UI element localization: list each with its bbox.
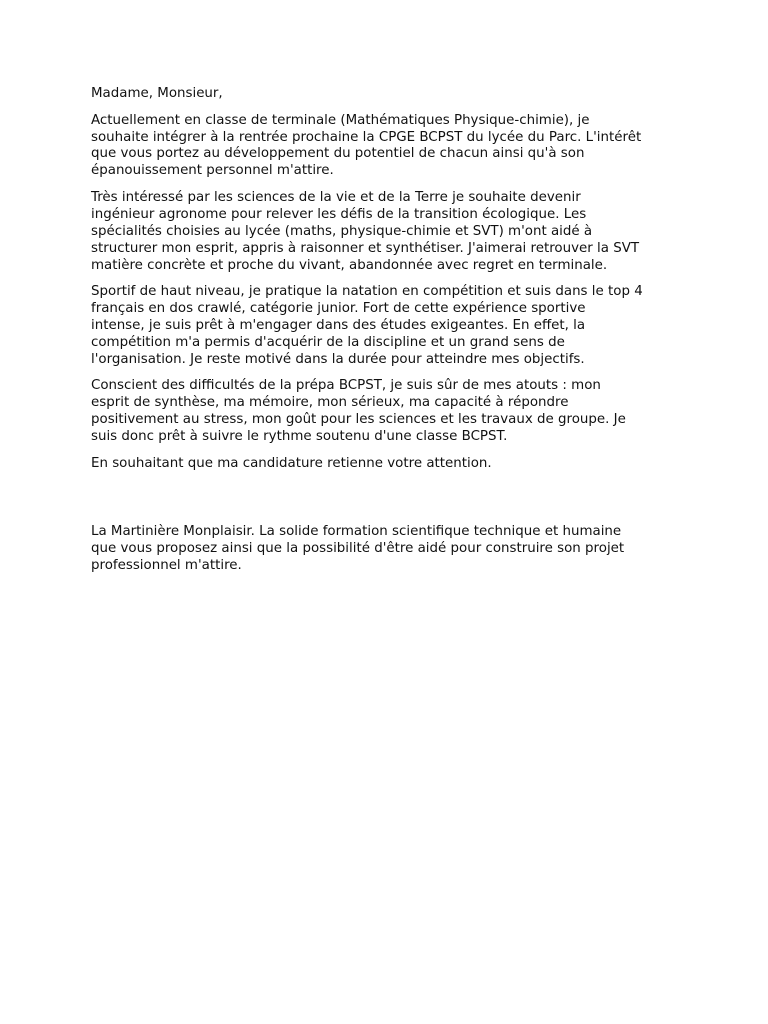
text-line: Actuellement en classe de terminale (Mathématiques Physique-chimie), je <box>91 112 590 128</box>
text-line: spécialités choisies au lycée (maths, physique-chimie et SVT) m'ont aidé à <box>91 223 593 239</box>
closing-line: En souhaitant que ma candidature retienne votre attention. <box>91 455 492 471</box>
text-line: Sportif de haut niveau, je pratique la natation en compétition et suis dans le top 4 <box>91 284 643 300</box>
text-line: l'organisation. Je reste motivé dans la durée pour atteindre mes objectifs. <box>91 351 585 367</box>
text-line: souhaite intégrer à la rentrée prochaine la CPGE BCPST du lycée du Parc. L'intérêt <box>91 129 642 145</box>
salutation: Madame, Monsieur, <box>91 86 223 101</box>
text-line: ingénieur agronome pour relever les défis de la transition écologique. Les <box>91 206 587 222</box>
text-line: suis donc prêt à suivre le rythme soutenu d'une classe BCPST. <box>91 429 508 445</box>
text-line: esprit de synthèse, ma mémoire, mon sérieux, ma capacité à répondre <box>91 395 569 411</box>
text-line: matière concrète et proche du vivant, abandonnée avec regret en terminale. <box>91 257 608 273</box>
text-line: Conscient des difficultés de la prépa BCPST, je suis sûr de mes atouts : mon <box>91 378 601 394</box>
text-line: que vous portez au développement du potentiel de chacun ainsi qu'à son <box>91 146 585 162</box>
text-line: compétition m'a permis d'acquérir de la discipline et un grand sens de <box>91 334 565 350</box>
paragraph-sport <box>91 284 711 369</box>
text-line: français en dos crawlé, catégorie junior. Fort de cette expérience sportive <box>91 301 586 317</box>
text-line: La Martinière Monplaisir. La solide formation scientifique technique et humaine <box>91 524 622 540</box>
text-line: Très intéressé par les sciences de la vie et de la Terre je souhaite devenir <box>91 189 581 205</box>
blank-space <box>91 482 711 524</box>
paragraph-school-choice <box>91 524 711 575</box>
letter-body <box>91 86 711 585</box>
text-line: professionnel m'attire. <box>91 558 242 574</box>
text-line: structurer mon esprit, appris à raisonner et synthétiser. J'aimerai retrouver la SVT <box>91 240 640 256</box>
paragraph-strengths <box>91 378 711 446</box>
paragraph-motivation-intro <box>91 113 711 181</box>
text-line: épanouissement personnel m'attire. <box>91 163 334 179</box>
text-line: intense, je suis prêt à m'engager dans des études exigeantes. En effet, la <box>91 317 586 333</box>
paragraph-sciences-interest <box>91 190 711 275</box>
text-line: positivement au stress, mon goût pour les sciences et les travaux de groupe. Je <box>91 412 626 428</box>
text-line: que vous proposez ainsi que la possibilité d'être aidé pour construire son projet <box>91 541 625 557</box>
